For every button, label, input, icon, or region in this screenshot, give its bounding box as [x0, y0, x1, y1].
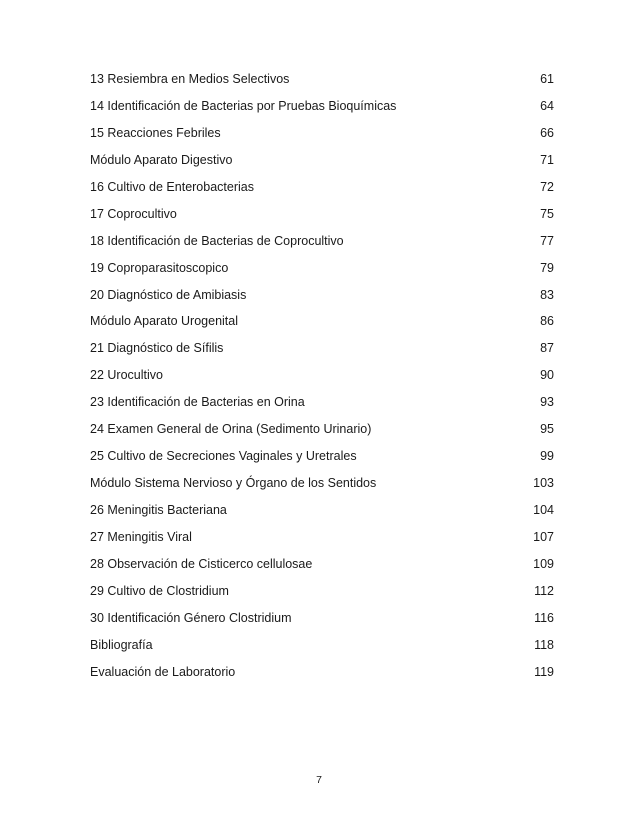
toc-entry-title: 24 Examen General de Orina (Sedimento Urinario): [90, 422, 372, 437]
toc-entry-title: 23 Identificación de Bacterias en Orina: [90, 395, 305, 410]
toc-entry: [90, 125, 554, 152]
toc-entry-page: 79: [540, 260, 554, 275]
toc-entry-page: 112: [534, 583, 554, 598]
toc-entry: [90, 475, 554, 502]
toc-entry: [90, 98, 554, 125]
toc-entry-title: 27 Meningitis Viral: [90, 529, 192, 544]
toc-entry-page: 86: [540, 314, 554, 329]
toc-entry: [90, 260, 554, 287]
toc-entry-title: 13 Resiembra en Medios Selectivos: [90, 72, 290, 86]
toc-entry-title: Módulo Aparato Urogenital: [90, 314, 239, 329]
toc-entry-title: Módulo Sistema Nervioso y Órgano de los Sentidos: [90, 476, 377, 491]
toc-entry-page: 72: [540, 179, 554, 194]
toc-entry: [90, 287, 554, 314]
toc-entry-title: Evaluación de Laboratorio: [90, 664, 236, 679]
toc-entry-title: 20 Diagnóstico de Amibiasis: [90, 287, 247, 302]
toc-entry-title: Módulo Aparato Digestivo: [90, 152, 233, 167]
toc-entry-title: 19 Coproparasitoscopico: [90, 260, 229, 275]
toc-entry-title: Bibliografía: [90, 637, 153, 652]
toc-entry: [90, 556, 554, 583]
toc-entry-page: 75: [540, 206, 554, 221]
toc-entry: [90, 179, 554, 206]
toc-entry-page: 87: [540, 341, 554, 356]
toc-entry-title: 16 Cultivo de Enterobacterias: [90, 179, 254, 194]
toc-entry-page: 99: [540, 449, 554, 464]
toc-entry: [90, 233, 554, 260]
toc-entry-title: 15 Reacciones Febriles: [90, 125, 221, 140]
toc-entry: [90, 206, 554, 233]
toc-entry: [90, 340, 554, 367]
toc-entry: [90, 502, 554, 529]
toc-entry-title: 21 Diagnóstico de Sífilis: [90, 341, 224, 356]
toc-entry-page: 119: [534, 664, 554, 679]
toc-entry-title: 14 Identificación de Bacterias por Pruebas Bioquímicas: [90, 98, 397, 113]
toc-entry: [90, 421, 554, 448]
toc-entry: [90, 152, 554, 179]
toc-entry-page: 107: [533, 529, 554, 544]
toc-entry-page: 64: [540, 98, 554, 113]
toc-entry-title: 30 Identificación Género Clostridium: [90, 610, 292, 625]
toc-entry-title: 25 Cultivo de Secreciones Vaginales y Uretrales: [90, 449, 357, 464]
toc-entry-title: 29 Cultivo de Clostridium: [90, 583, 229, 598]
toc-entry-page: 61: [540, 72, 554, 86]
toc-entry: [90, 529, 554, 556]
toc-entry-page: 116: [534, 610, 554, 625]
toc-entry-title: 28 Observación de Cisticerco cellulosae: [90, 556, 313, 571]
toc-entry-page: 83: [540, 287, 554, 302]
toc-entry-page: 95: [540, 422, 554, 437]
toc-entry-page: 109: [533, 556, 554, 571]
toc-entry: [90, 583, 554, 610]
page-number: 7: [316, 774, 322, 786]
toc-entry: [90, 71, 554, 98]
toc-entry-title: 17 Coprocultivo: [90, 206, 177, 221]
toc-entry-page: 90: [540, 368, 554, 383]
toc-entry-page: 71: [540, 152, 554, 167]
table-of-contents: [90, 71, 554, 691]
toc-entry: [90, 610, 554, 637]
toc-entry: [90, 394, 554, 421]
toc-entry-page: 66: [540, 125, 554, 140]
toc-entry: [90, 367, 554, 394]
toc-entry: [90, 637, 554, 664]
toc-entry-page: 118: [534, 637, 554, 652]
toc-entry-title: 26 Meningitis Bacteriana: [90, 503, 227, 517]
toc-entry-page: 93: [540, 395, 554, 410]
toc-entry-title: 18 Identificación de Bacterias de Coprocultivo: [90, 233, 344, 248]
toc-entry-title: 22 Urocultivo: [90, 368, 163, 383]
toc-entry: [90, 664, 554, 691]
toc-entry-page: 77: [540, 233, 554, 248]
toc-entry: [90, 448, 554, 475]
toc-entry: [90, 313, 554, 340]
toc-entry-page: 103: [533, 476, 554, 491]
toc-entry-page: 104: [533, 503, 554, 517]
